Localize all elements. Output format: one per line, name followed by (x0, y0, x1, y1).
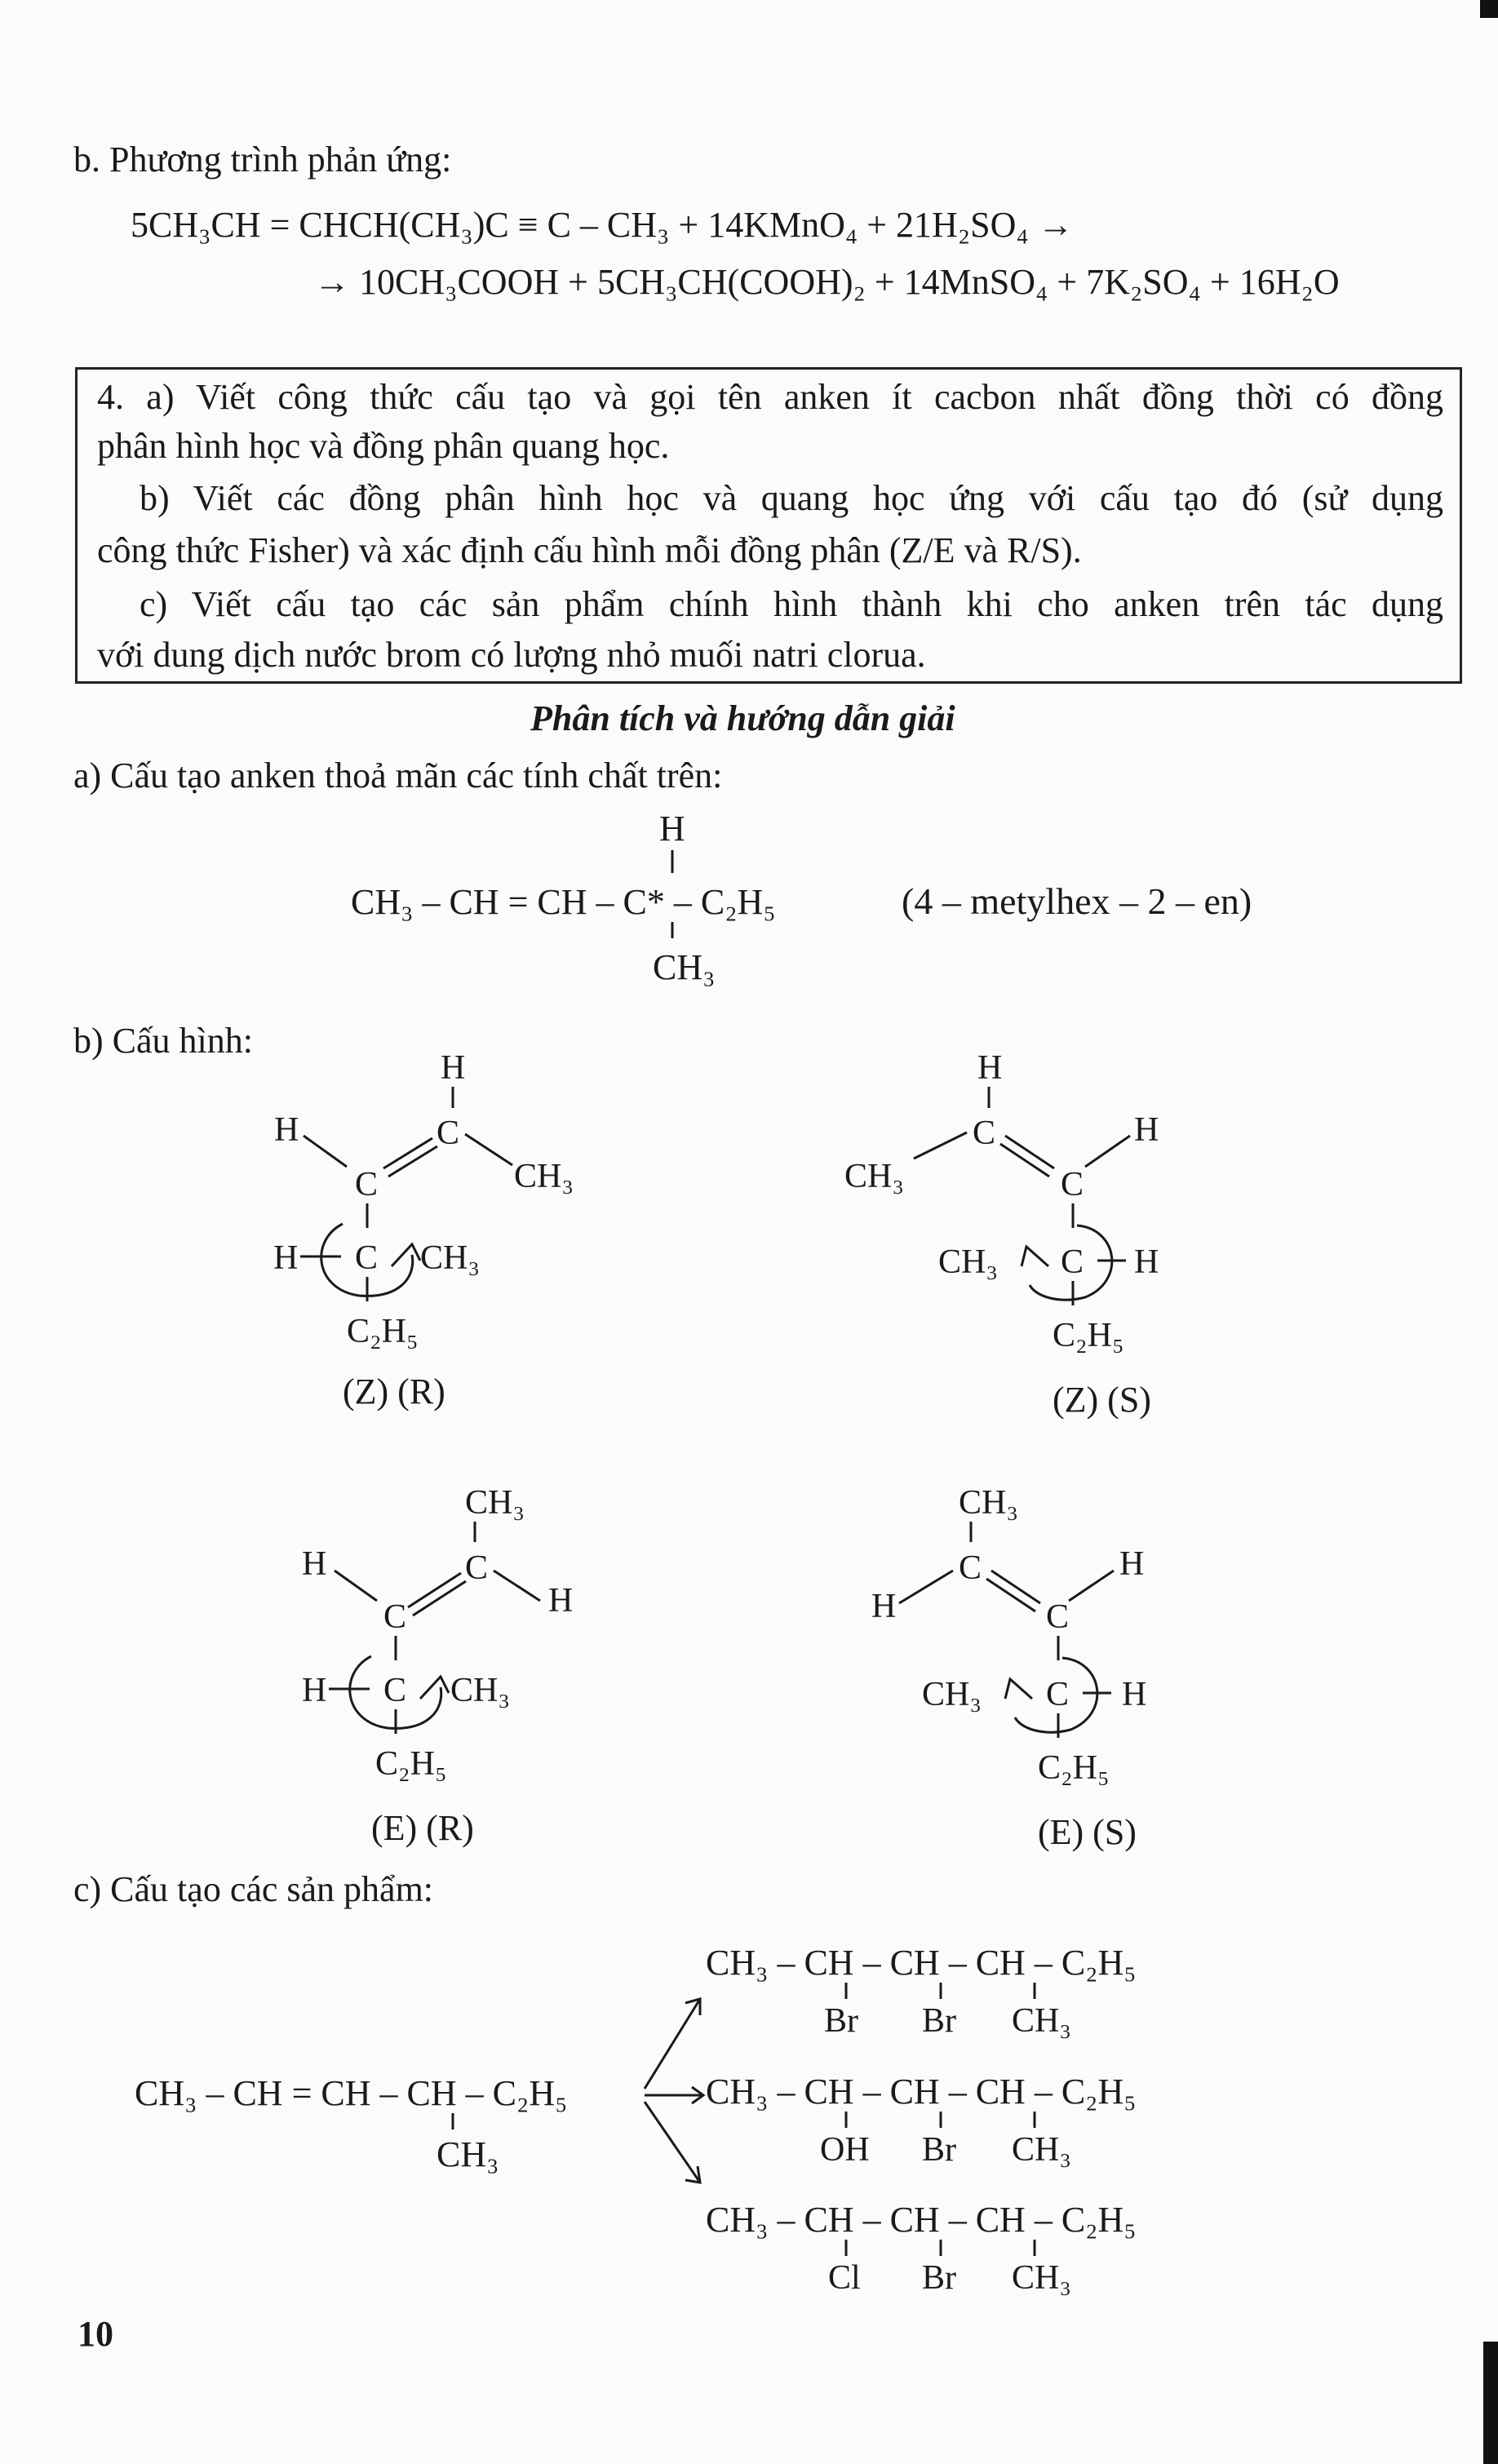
svg-text:H: H (441, 1049, 466, 1087)
scan-edge-mark (1483, 2342, 1498, 2464)
configurations-diagram (0, 1036, 1498, 1885)
part-c-reaction (0, 1917, 1498, 2342)
isomer-e-r (302, 1484, 573, 1848)
svg-text:CH₃ – CH – CH – CH – C₂H₅: CH₃ – CH – CH – CH – C₂H₅ (706, 1943, 1137, 1983)
svg-text:CH₃: CH₃ (844, 1158, 904, 1195)
a-top-h: H (659, 809, 685, 849)
svg-text:Br: Br (922, 2131, 956, 2169)
svg-text:H: H (1119, 1545, 1145, 1583)
reaction-arrows (645, 1999, 703, 2183)
svg-text:C: C (959, 1549, 982, 1587)
svg-text:C₂H₅: C₂H₅ (1038, 1749, 1110, 1787)
svg-text:CH₃: CH₃ (938, 1243, 998, 1281)
part-a-structure (0, 0, 1498, 1036)
svg-text:Br: Br (824, 2002, 858, 2040)
svg-text:CH₃: CH₃ (959, 1484, 1018, 1522)
svg-text:H: H (273, 1239, 299, 1277)
question-c-line-1: c) Viết cấu tạo các sản phẩm chính hình thành khi cho anken trên tác dụng (140, 584, 1443, 624)
svg-text:C: C (1046, 1598, 1070, 1636)
svg-text:C: C (973, 1115, 996, 1152)
question-b-line-2: công thức Fisher) và xác định cấu hình mỗi đồng phân (Z/E và R/S). (97, 530, 1082, 570)
svg-text:C: C (1046, 1676, 1070, 1713)
svg-text:H: H (1134, 1243, 1159, 1281)
isomer-z-r (273, 1049, 574, 1411)
svg-text:H: H (302, 1672, 327, 1709)
svg-text:Br: Br (922, 2002, 956, 2040)
svg-text:OH: OH (820, 2131, 870, 2169)
label-e-r: (E) (R) (371, 1808, 474, 1848)
svg-text:C: C (355, 1239, 379, 1277)
question-a-line-2: phân hình học và đồng phân quang học. (97, 426, 670, 466)
svg-text:C: C (1061, 1166, 1084, 1203)
isomer-z-s (844, 1049, 1159, 1420)
equation-line-2: → 10CH₃COOH + 5CH₃CH(COOH)₂ + 14MnSO₄ + 7K₂SO₄ + 16H₂O (314, 262, 1340, 302)
reactant-formula: CH₃ – CH = CH – CH – C₂H₅ (135, 2073, 568, 2113)
a-main-formula: CH₃ – CH = CH – C* – C₂H₅ (351, 882, 776, 922)
svg-text:Br: Br (922, 2259, 956, 2297)
svg-text:CH₃: CH₃ (514, 1158, 574, 1195)
svg-text:CH₃: CH₃ (465, 1484, 525, 1522)
svg-text:CH₃: CH₃ (420, 1239, 480, 1277)
page-number: 10 (78, 2314, 113, 2354)
svg-text:C₂H₅: C₂H₅ (347, 1313, 419, 1350)
label-z-s: (Z) (S) (1053, 1380, 1151, 1420)
svg-text:CH₃ – CH – CH – CH – C₂H₅: CH₃ – CH – CH – CH – C₂H₅ (706, 2072, 1137, 2112)
product-1 (706, 1943, 1137, 2040)
svg-text:CH₃: CH₃ (1012, 2259, 1071, 2297)
svg-text:H: H (871, 1588, 897, 1625)
svg-text:C: C (355, 1166, 379, 1203)
part-b-label: b. Phương trình phản ứng: (73, 140, 452, 179)
solution-c-label: c) Cấu tạo các sản phẩm: (73, 1869, 434, 1909)
product-3 (706, 2200, 1137, 2297)
isomer-e-s (871, 1484, 1146, 1852)
svg-text:CH₃ – CH – CH – CH – C₂H₅: CH₃ – CH – CH – CH – C₂H₅ (706, 2200, 1137, 2240)
svg-text:H: H (302, 1545, 327, 1583)
svg-text:C: C (437, 1115, 460, 1152)
svg-text:H: H (274, 1111, 299, 1149)
svg-text:C₂H₅: C₂H₅ (375, 1745, 447, 1783)
svg-text:CH₃: CH₃ (450, 1672, 510, 1709)
svg-text:Cl: Cl (828, 2259, 861, 2297)
svg-text:C: C (1061, 1243, 1084, 1281)
svg-text:H: H (548, 1582, 574, 1620)
equation-line-1: 5CH₃CH = CHCH(CH₃)C ≡ C – CH₃ + 14KMnO₄ + 21H₂SO₄ → (131, 205, 1074, 245)
svg-text:H: H (977, 1049, 1003, 1087)
question-c-line-2: với dung dịch nước brom có lượng nhỏ muối natri clorua. (97, 635, 926, 675)
a-compound-name: (4 – metylhex – 2 – en) (902, 880, 1252, 922)
svg-text:CH₃: CH₃ (1012, 2002, 1071, 2040)
product-2 (706, 2072, 1137, 2169)
scan-corner-mark (1480, 0, 1498, 18)
svg-text:C: C (383, 1598, 407, 1636)
svg-text:CH₃: CH₃ (922, 1676, 982, 1713)
solution-a-label: a) Cấu tạo anken thoả mãn các tính chất trên: (73, 756, 723, 795)
label-z-r: (Z) (R) (343, 1372, 445, 1411)
reactant-sub: CH₃ (437, 2134, 499, 2174)
a-bottom-ch3: CH₃ (653, 947, 716, 987)
svg-text:H: H (1134, 1111, 1159, 1149)
question-a-line-1: 4. a) Viết công thức cấu tạo và gọi tên anken ít cacbon nhất đồng thời có đồng (97, 377, 1443, 417)
svg-text:C: C (465, 1549, 489, 1587)
label-e-s: (E) (S) (1038, 1812, 1137, 1852)
svg-text:C₂H₅: C₂H₅ (1053, 1317, 1124, 1354)
solution-b-label: b) Cấu hình: (73, 1021, 253, 1061)
solution-heading: Phân tích và hướng dẫn giải (530, 698, 955, 738)
svg-text:CH₃: CH₃ (1012, 2131, 1071, 2169)
question-b-line-1: b) Viết các đồng phân hình học và quang học ứng với cấu tạo đó (sử dụng (140, 478, 1443, 518)
svg-text:C: C (383, 1672, 407, 1709)
svg-text:H: H (1122, 1676, 1147, 1713)
